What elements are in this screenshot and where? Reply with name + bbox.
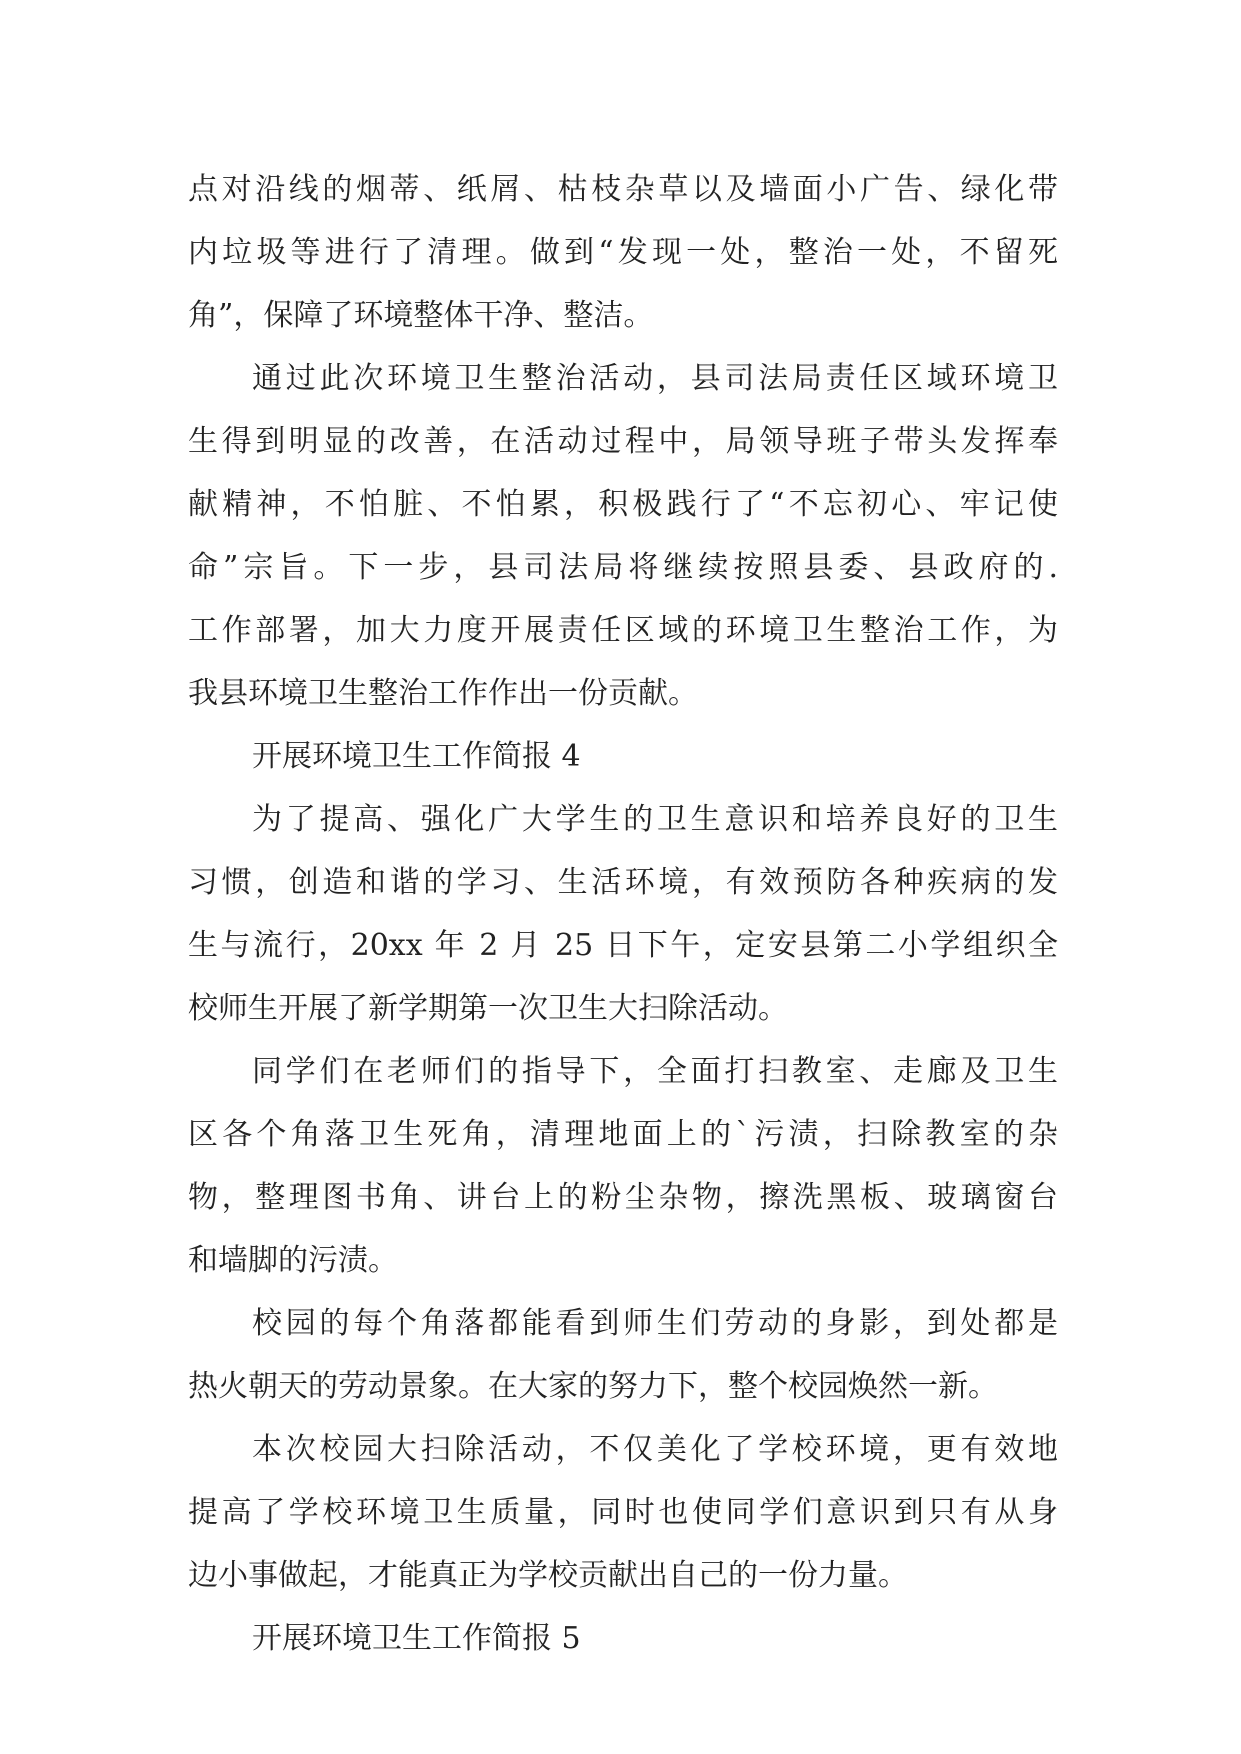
section-heading <box>188 1607 1058 1670</box>
text-line: 我县环境卫生整治工作作出一份贡献。 <box>188 676 698 711</box>
paragraph <box>188 347 1058 725</box>
text-line: 为了提高、强化广大学生的卫生意识和培养良好的卫生 <box>252 802 1058 837</box>
text-line: 区各个角落卫生死角，清理地面上的`污渍，扫除教室的杂 <box>188 1117 1058 1152</box>
text-line: 工作部署，加大力度开展责任区域的环境卫生整治工作，为 <box>188 613 1058 648</box>
section-heading-text: 开展环境卫生工作简报 5 <box>252 1621 581 1656</box>
text-line: 习惯，创造和谐的学习、生活环境，有效预防各种疾病的发 <box>188 865 1058 900</box>
text-line: 生与流行，20xx 年 2 月 25 日下午，定安县第二小学组织全 <box>188 928 1058 963</box>
text-line: 生得到明显的改善，在活动过程中，局领导班子带头发挥奉 <box>188 424 1058 459</box>
text-line: 本次校园大扫除活动，不仅美化了学校环境，更有效地 <box>252 1432 1058 1467</box>
paragraph <box>188 1292 1058 1418</box>
text-line: 校师生开展了新学期第一次卫生大扫除活动。 <box>188 991 788 1026</box>
text-line: 点对沿线的烟蒂、纸屑、枯枝杂草以及墙面小广告、绿化带 <box>188 172 1058 207</box>
text-line: 命”宗旨。下一步，县司法局将继续按照县委、县政府的. <box>188 550 1058 585</box>
text-line: 通过此次环境卫生整治活动，县司法局责任区域环境卫 <box>252 361 1058 396</box>
paragraph <box>188 1418 1058 1607</box>
section-heading <box>188 725 1058 788</box>
text-line: 校园的每个角落都能看到师生们劳动的身影，到处都是 <box>252 1306 1058 1341</box>
document-body <box>188 158 1058 1670</box>
text-line: 同学们在老师们的指导下，全面打扫教室、走廊及卫生 <box>252 1054 1058 1089</box>
section-heading-text: 开展环境卫生工作简报 4 <box>252 739 581 774</box>
text-line: 热火朝天的劳动景象。在大家的努力下，整个校园焕然一新。 <box>188 1369 998 1404</box>
text-line: 角”，保障了环境整体干净、整洁。 <box>188 298 654 333</box>
paragraph <box>188 158 1058 347</box>
text-line: 献精神，不怕脏、不怕累，积极践行了“不忘初心、牢记使 <box>188 487 1058 522</box>
text-line: 边小事做起，才能真正为学校贡献出自己的一份力量。 <box>188 1558 908 1593</box>
paragraph <box>188 1040 1058 1292</box>
text-line: 和墙脚的污渍。 <box>188 1243 398 1278</box>
text-line: 内垃圾等进行了清理。做到“发现一处，整治一处，不留死 <box>188 235 1058 270</box>
paragraph <box>188 788 1058 1040</box>
text-line: 提高了学校环境卫生质量，同时也使同学们意识到只有从身 <box>188 1495 1058 1530</box>
text-line: 物，整理图书角、讲台上的粉尘杂物，擦洗黑板、玻璃窗台 <box>188 1180 1058 1215</box>
